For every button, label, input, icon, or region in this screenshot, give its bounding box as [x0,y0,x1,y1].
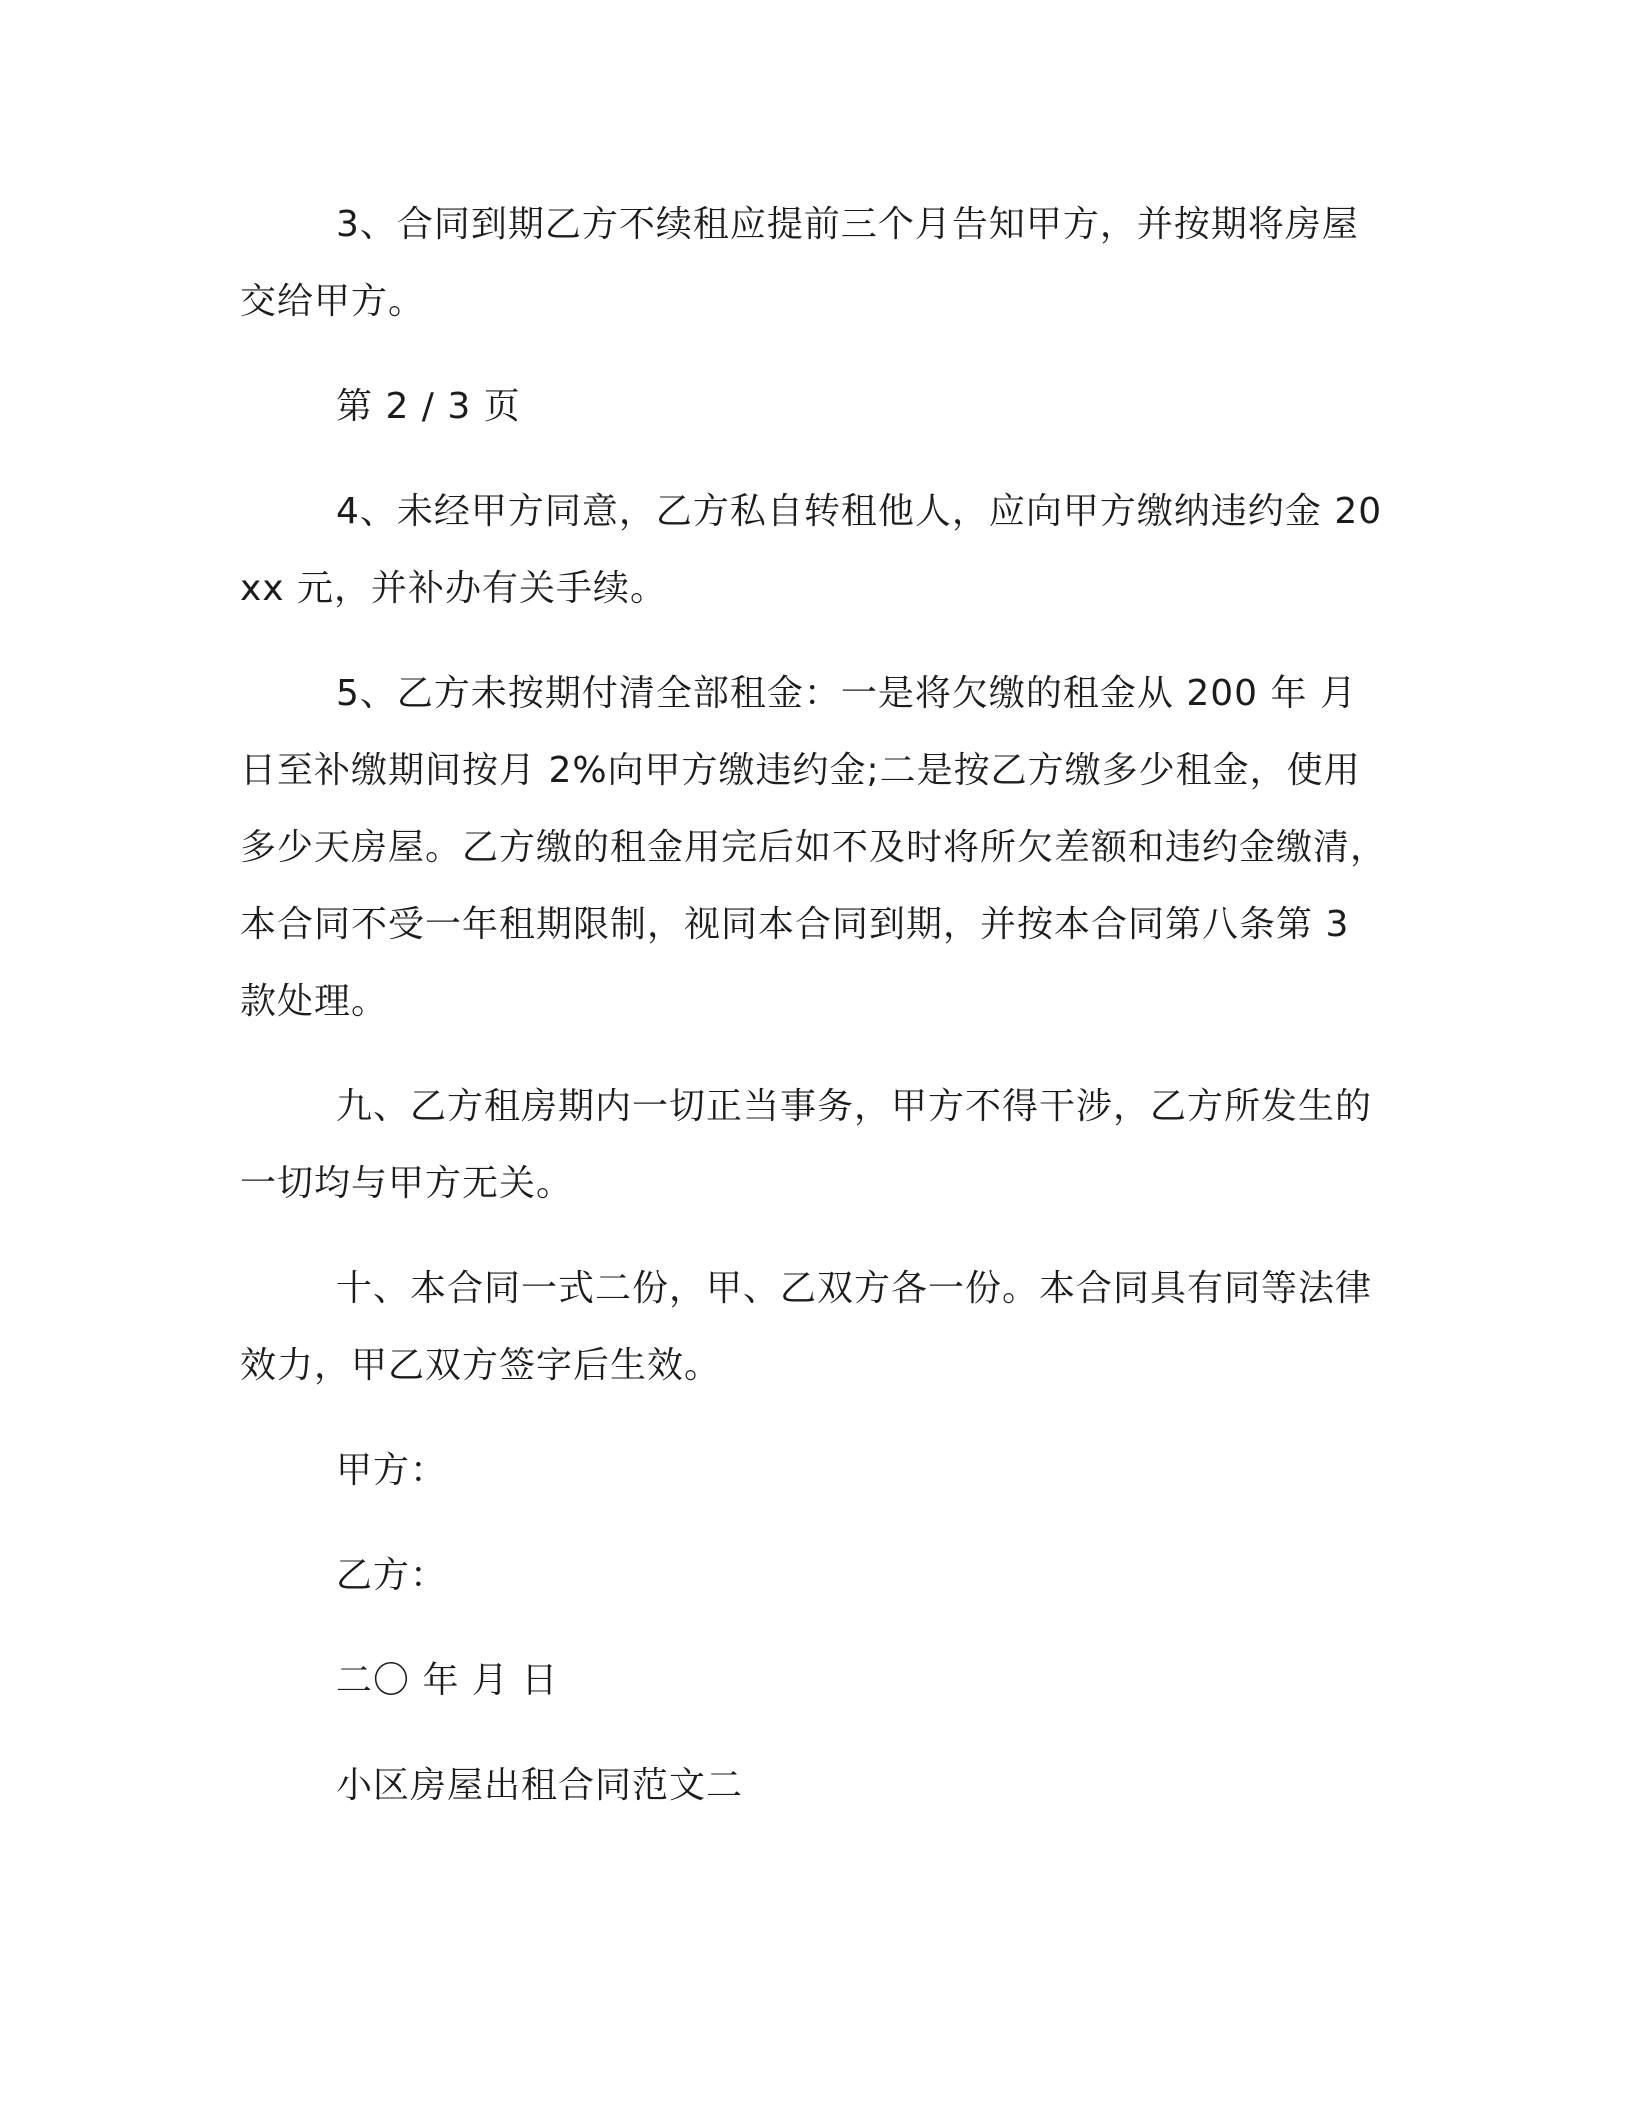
date-line: 二〇 年 月 日 [336,1660,559,1701]
clause-ten: 十、本合同一式二份，甲、乙双方各一份。本合同具有同等法律效力，甲乙双方签字后生效。 [240,1268,1373,1386]
clause-5: 5、乙方未按期付清全部租金：一是将欠缴的租金从 200 年 月 日至补缴期间按月 2%向甲方缴违约金;二是按乙方缴多少租金，使用多少天房屋。乙方缴的租金用完后如不及时将所欠差额和违约金缴清，本合同不受一年租期限制，视同本合同到期，并按本合同第八条第 3 款处理。 [240,673,1388,1022]
document-body [240,186,1390,1824]
clause-4: 4、未经甲方同意，乙方私自转租他人，应向甲方缴纳违约金 20xx 元，并补办有关手续。 [240,491,1383,609]
page-number: 第 2 / 3 页 [336,386,521,427]
party-b-signature-line: 乙方： [336,1555,448,1596]
party-a-signature-line: 甲方： [336,1450,448,1491]
next-section-title: 小区房屋出租合同范文二 [336,1765,744,1806]
clause-3: 3、合同到期乙方不续租应提前三个月告知甲方，并按期将房屋交给甲方。 [240,204,1359,322]
clause-nine: 九、乙方租房期内一切正当事务，甲方不得干涉，乙方所发生的一切均与甲方无关。 [240,1086,1373,1204]
